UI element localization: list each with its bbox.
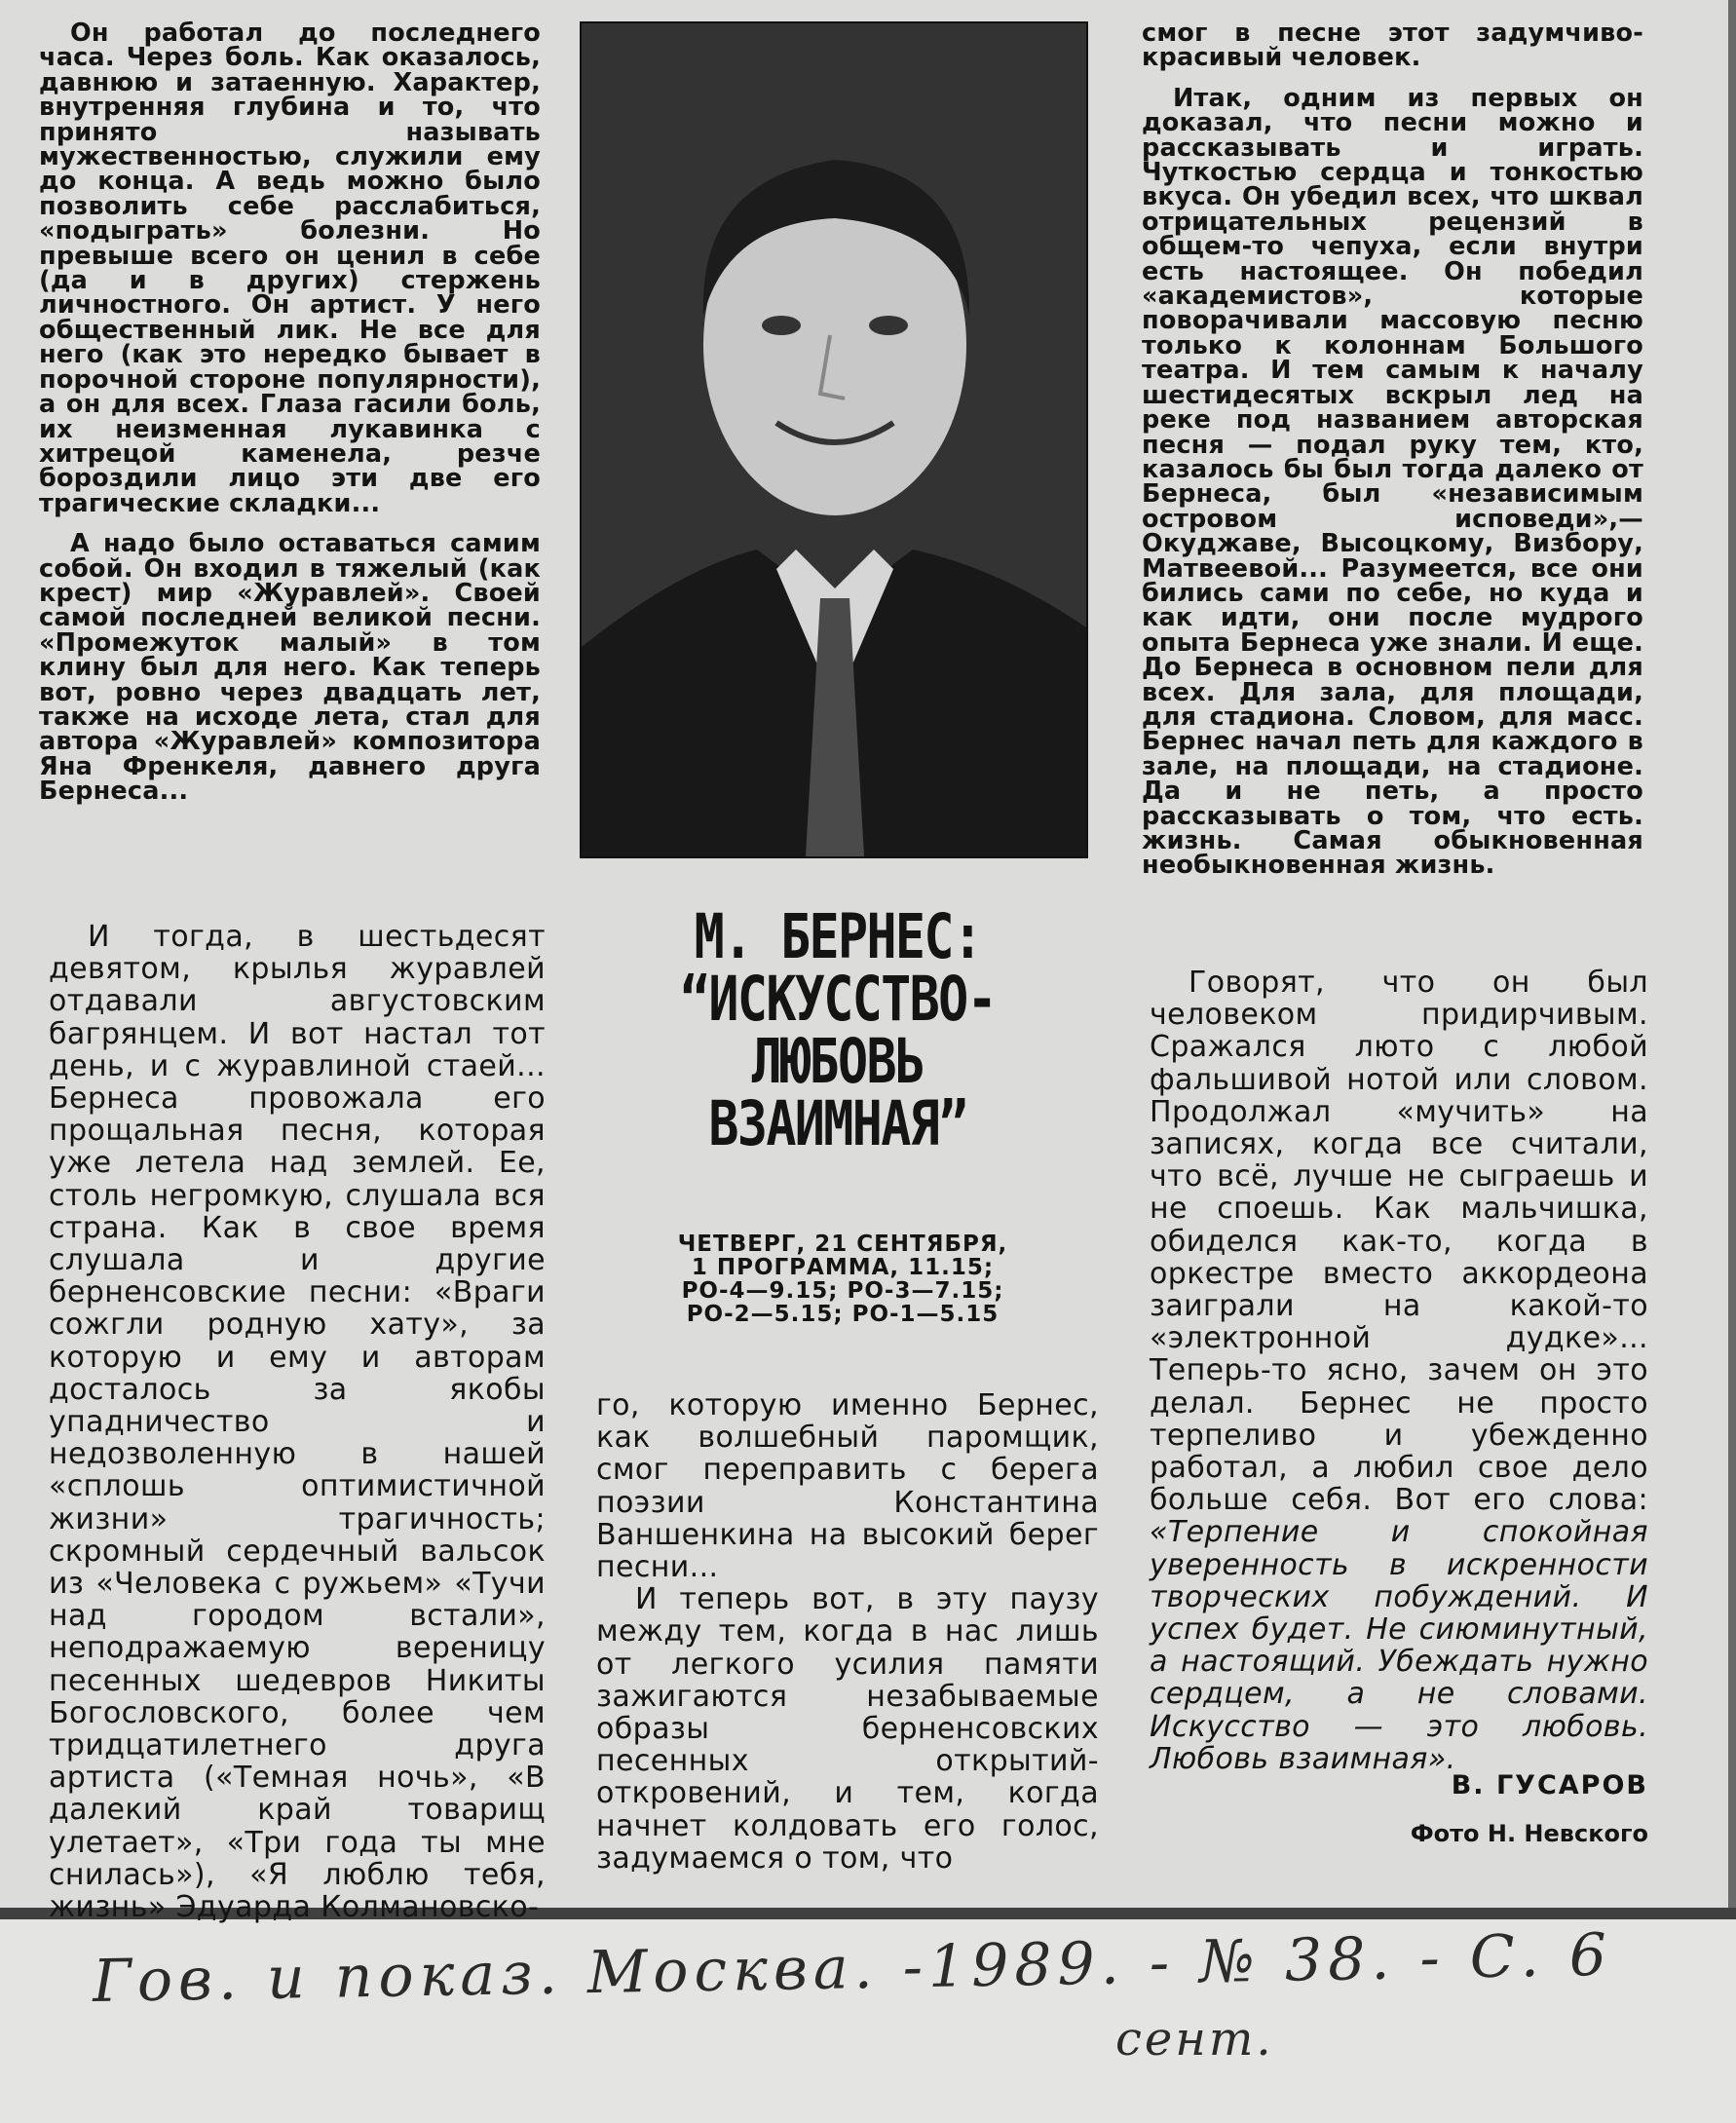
handwritten-month-note: сент. (1115, 2012, 1274, 2066)
article-column-1-top (39, 21, 541, 805)
clipping-right-edge (1728, 0, 1736, 1914)
paragraph: И тогда, в шестьдесят девятом, крылья журавлей отдавали августовским багрянцем. И вот настал тот день, и с журавлиной стаей... Бернеса провожала его прощальная песня, которая уже летела над землей. Ее, столь негромкую, слушала вся страна. Как в свое время слушала и другие берненсовские песни: «Враги сожгли родную хату», за которую и ему и авторам досталось за якобы упадничество и недозволенную в нашей «сплошь оптимистичной жизни» трагичность; скромный сердечный вальсок из «Человека с ружьем» «Тучи над городом встали», неподражаемую вереницу песенных шедевров Никиты Богословского, более чем тридцатилетнего друга артиста («Темная ночь», «В далекий край товарищ улетает», «Три года ты мне снилась»), «Я люблю тебя, жизнь» Эдуарда Колмановско- (49, 920, 546, 1925)
broadcast-line: 1 ПРОГРАММА, 11.15; (691, 1255, 995, 1280)
article-column-3-bottom (1150, 967, 1648, 1775)
paragraph: А надо было оставаться самим собой. Он входил в тяжелый (как крест) мир «Журавлей». Своей самой последней великой песни. «Промежуток малый» в том клину был для него. Как теперь вот, ровно через двадцать лет, также на исходе лета, стал для автора «Журавлей» композитора Яна Френкеля, давнего друга Бернеса... (39, 529, 541, 807)
photo-credit: Фото Н. Невского (1410, 1820, 1648, 1847)
paragraph: Он работал до последнего часа. Через боль. Как оказалось, давнюю и затаенную. Характер, внутренняя глубина и то, что принято называть мужественностью, служили ему до конца. А ведь можно было позволить себе расслабиться, «подыграть» болезни. Но превыше всего он ценил в себе (да и в других) стержень личностного. Он артист. У него общественный лик. Не все для него (как это нередко бывает в порочной стороне популярности), а он для всех. Глаза гасили боль, их неизменная лукавинка с хитрецой каменела, резче бороздили лицо эти две его трагические складки... (39, 19, 541, 518)
headline-line: ВЗАИМНАЯ” (708, 1088, 967, 1159)
broadcast-line: РО-4—9.15; РО-3—7.15; (681, 1278, 1004, 1304)
paragraph: И теперь вот, в эту паузу между тем, когда в нас лишь от легкого усилия памяти зажигаются незабываемые образы берненсовских песенных открытий-откровений, и тем, когда начнет колдовать его голос, задумаемся о том, что (596, 1582, 1099, 1876)
handwritten-source-note: Гов. и показ. Москва. -1989. - № 38. - С. 6 (92, 1920, 1613, 2016)
author-byline: В. ГУСАРОВ (1451, 1770, 1648, 1801)
quote: «Терпение и спокойная уверенность в искренности творческих побуждений. И успех будет. Не сиюминутный, а настоящий. Убеждать нужно сердцем, а не словами. Искусство — это любовь. Любовь взаимная». (1150, 1515, 1648, 1776)
article-column-2-bottom (596, 1389, 1099, 1875)
headline-line: “ИСКУССТВО- (679, 964, 997, 1035)
headline-line: ЛЮБОВЬ (751, 1026, 925, 1097)
broadcast-line: ЧЕТВЕРГ, 21 СЕНТЯБРЯ, (677, 1232, 1008, 1257)
paragraph: го, которую именно Бернес, как волшебный паромщик, смог переправить с берега поэзии Константина Ваншенкина на высокий берег песни... (596, 1388, 1099, 1585)
broadcast-line: РО-2—5.15; РО-1—5.15 (686, 1302, 1000, 1327)
article-column-1-bottom (49, 921, 546, 1923)
headline-line: М. БЕРНЕС: (694, 901, 982, 972)
headline (630, 901, 1045, 1159)
paragraph-text: Говорят, что он был человеком придирчивым. Сражался люто с любой фальшивой нотой или словом. Продолжал «мучить» на записях, когда все считали, что всё, лучше не сыграешь и не споешь. Как мальчишка, обиделся как-то, когда в оркестре вместо аккордеона заиграли на какой-то «электронной дудке»... Теперь-то ясно, зачем он это делал. Бернес не просто терпеливо и убежденно работал, а любил свое дело больше себя. Вот его слова: (1150, 966, 1648, 1518)
portrait-photo (580, 21, 1088, 858)
paragraph (1150, 967, 1648, 1775)
portrait-illustration (582, 23, 1086, 856)
article-column-3-top (1142, 21, 1643, 879)
paragraph: Итак, одним из первых он доказал, что песни можно и рассказывать и играть. Чуткостью сердца и тонкостью вкуса. Он убедил всех, что шквал отрицательных рецензий в общем-то чепуха, если внутри есть настоящее. Он победил «академистов», которые поворачивали массовую песню только к колоннам Большого театра. И тем самым к началу шестидесятых вскрыл лед на реке под названием авторская песня — подал руку тем, кто, казалось бы был тогда далеко от Бернеса, был «независимым островом исповеди»,— Окуджаве, Высоцкому, Визбору, Матвеевой... Разумеется, все они бились сами по себе, но куда и как идти, они после мудрого опыта Бернеса уже знали. И еще. До Бернеса в основном пели для всех. Для зала, для площади, для стадиона. Словом, для масс. Бернес начал петь для каждого в зале, на площади, на стадионе. Да и не петь, а просто рассказывать о том, что есть. жизнь. Самая обыкновенная необыкновенная жизнь. (1142, 83, 1643, 881)
paragraph: смог в песне этот задумчиво-красивый человек. (1142, 19, 1643, 73)
broadcast-schedule (633, 1232, 1052, 1326)
